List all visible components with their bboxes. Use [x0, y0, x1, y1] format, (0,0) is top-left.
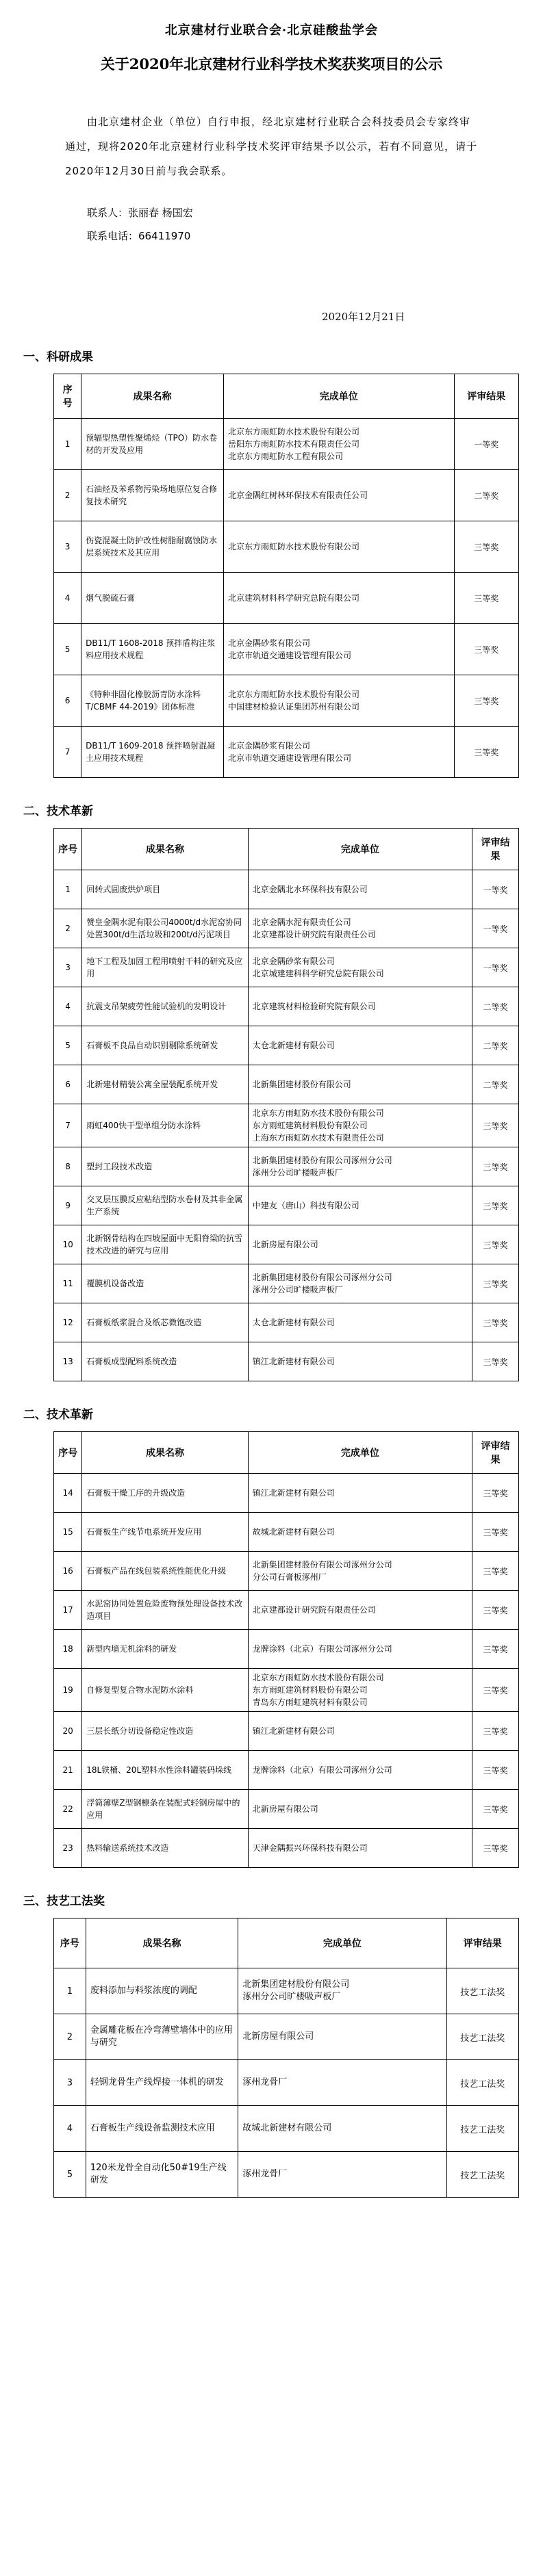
table-row	[54, 1591, 519, 1630]
cell-result: 一等奖	[472, 909, 519, 948]
table-row	[54, 1751, 519, 1790]
cell-no: 6	[54, 1065, 82, 1104]
cell-result: 三等奖	[472, 1225, 519, 1264]
cell-unit: 龙牌涂料（北京）有限公司涿州分公司	[248, 1630, 472, 1669]
cell-name: DB11/T 1609-2018 预拌喷射混凝土应用技术规程	[81, 727, 224, 778]
cell-no: 9	[54, 1186, 82, 1225]
cell-no: 16	[54, 1552, 82, 1591]
cell-no: 1	[54, 1968, 86, 2014]
cell-result: 三等奖	[454, 727, 518, 778]
cell-no: 20	[54, 1712, 82, 1751]
cell-result: 三等奖	[472, 1264, 519, 1303]
section-heading: 二、技术革新	[23, 1408, 93, 1422]
cell-no: 5	[54, 2152, 86, 2198]
cell-name: 石膏板不良品自动识别剔除系统研发	[82, 1026, 249, 1065]
table-row	[54, 1829, 519, 1868]
cell-result: 三等奖	[472, 1303, 519, 1342]
cell-unit: 北新集团建材股份有限公司涿州分公司 涿州分公司旷楼吸声板厂	[248, 1147, 472, 1186]
cell-name: 新型内墙无机涂料的研发	[82, 1630, 249, 1669]
cell-no: 6	[54, 675, 81, 727]
table-row	[54, 1474, 519, 1513]
cell-unit: 北京建筑材料检验研究院有限公司	[248, 987, 472, 1026]
cell-result: 三等奖	[472, 1790, 519, 1829]
column-header: 成果名称	[86, 1918, 238, 1968]
table-row	[54, 675, 519, 727]
cell-no: 23	[54, 1829, 82, 1868]
cell-name: DB11/T 1608-2018 预拌盾构注浆料应用技术规程	[81, 624, 224, 675]
column-header: 评审结果	[472, 1432, 519, 1474]
section-heading: 一、科研成果	[23, 350, 93, 364]
cell-name: 北新钢骨结构在四坡屋面中无阳脊梁的抗雪技术改进的研究与应用	[82, 1225, 249, 1264]
table-row	[54, 2014, 519, 2060]
table-header-row	[54, 829, 519, 870]
cell-result: 一等奖	[472, 948, 519, 987]
cell-unit: 北新集团建材股份有限公司涿州分公司 涿州分公司旷楼吸声板厂	[248, 1264, 472, 1303]
column-header: 评审结果	[454, 374, 518, 419]
cell-result: 一等奖	[454, 419, 518, 470]
cell-unit: 北新房屋有限公司	[248, 1790, 472, 1829]
cell-result: 一等奖	[472, 870, 519, 909]
cell-name: 石膏板纸浆混合及纸芯微饱改造	[82, 1303, 249, 1342]
cell-result: 三等奖	[472, 1147, 519, 1186]
table-row	[54, 2152, 519, 2198]
cell-no: 11	[54, 1264, 82, 1303]
cell-name: 浮筒薄壁Z型钢檩条在装配式轻钢房屋中的应用	[82, 1790, 249, 1829]
table-row	[54, 624, 519, 675]
cell-unit: 北新集团建材股份有限公司	[248, 1065, 472, 1104]
cell-unit: 故城北新建材有限公司	[238, 2106, 446, 2152]
publish-date: 2020年12月21日	[322, 311, 405, 323]
cell-name: 预辐型热塑性聚烯烃（TPO）防水卷材的开发及应用	[81, 419, 224, 470]
cell-no: 8	[54, 1147, 82, 1186]
cell-no: 1	[54, 870, 82, 909]
cell-name: 塑封工段技术改造	[82, 1147, 249, 1186]
cell-name: 石膏板成型配料系统改造	[82, 1342, 249, 1381]
cell-no: 7	[54, 1104, 82, 1147]
cell-result: 技艺工法奖	[446, 2014, 518, 2060]
cell-result: 二等奖	[472, 987, 519, 1026]
cell-result: 二等奖	[454, 470, 518, 521]
cell-name: 120米龙骨全自动化50#19生产线研发	[86, 2152, 238, 2198]
award-table	[53, 828, 519, 1381]
contact-phone: 联系电话：66411970	[87, 230, 191, 242]
contact-people: 联系人：张丽春 杨国宏	[87, 207, 193, 219]
org-header: 北京建材行业联合会·北京硅酸盐学会	[164, 23, 379, 38]
table-row	[54, 987, 519, 1026]
award-table	[53, 1918, 519, 2198]
cell-unit: 镇江北新建材有限公司	[248, 1342, 472, 1381]
cell-result: 三等奖	[454, 573, 518, 624]
table-row	[54, 1026, 519, 1065]
cell-result: 技艺工法奖	[446, 2106, 518, 2152]
cell-unit: 北京东方雨虹防水技术股份有限公司 中国建材检验认证集团苏州有限公司	[223, 675, 454, 727]
cell-name: 赞皇金隅水泥有限公司4000t/d水泥窑协同处置300t/d生活垃圾和200t/d污泥项目	[82, 909, 249, 948]
table-row	[54, 1669, 519, 1712]
column-header: 完成单位	[238, 1918, 446, 1968]
table-row	[54, 909, 519, 948]
column-header: 序号	[54, 1432, 82, 1474]
section-heading: 三、技艺工法奖	[23, 1895, 105, 1908]
cell-unit: 镇江北新建材有限公司	[248, 1712, 472, 1751]
cell-no: 22	[54, 1790, 82, 1829]
table-row	[54, 1513, 519, 1552]
cell-unit: 北新房屋有限公司	[238, 2014, 446, 2060]
cell-name: 覆膜机设备改造	[82, 1264, 249, 1303]
cell-no: 7	[54, 727, 81, 778]
cell-no: 4	[54, 573, 81, 624]
cell-unit: 北京东方雨虹防水技术股份有限公司 东方雨虹建筑材料股份有限公司 上海东方雨虹防水技术有限责任公司	[248, 1104, 472, 1147]
cell-result: 三等奖	[472, 1552, 519, 1591]
table-row	[54, 1186, 519, 1225]
cell-result: 三等奖	[472, 1712, 519, 1751]
cell-no: 2	[54, 470, 81, 521]
cell-no: 5	[54, 624, 81, 675]
cell-name: 石膏板干燥工序的升级改造	[82, 1474, 249, 1513]
cell-name: 烟气脱硫石膏	[81, 573, 224, 624]
table-row	[54, 419, 519, 470]
table-header-row	[54, 1918, 519, 1968]
cell-unit: 太仓北新建材有限公司	[248, 1303, 472, 1342]
award-table	[53, 1431, 519, 1868]
cell-unit: 北京金隅砂浆有限公司 北京市轨道交通建设管理有限公司	[223, 727, 454, 778]
table-row	[54, 2060, 519, 2106]
table-row	[54, 470, 519, 521]
cell-result: 三等奖	[472, 1751, 519, 1790]
column-header: 序号	[54, 829, 82, 870]
table-row	[54, 1968, 519, 2014]
cell-result: 三等奖	[454, 624, 518, 675]
cell-result: 三等奖	[472, 1513, 519, 1552]
table-row	[54, 1225, 519, 1264]
cell-no: 3	[54, 521, 81, 573]
cell-name: 18L铁桶、20L塑料水性涂料罐装码垛线	[82, 1751, 249, 1790]
cell-name: 伤瓷混凝土防护改性树脂耐腐蚀防水层系统技术及其应用	[81, 521, 224, 573]
table-row	[54, 727, 519, 778]
cell-name: 《特种非固化橡胶沥青防水涂料 T/CBMF 44-2019》团体标准	[81, 675, 224, 727]
table-header-row	[54, 374, 519, 419]
page-title: 关于2020年北京建材行业科学技术奖获奖项目的公示	[100, 55, 443, 73]
cell-name: 自修复型复合物水泥防水涂料	[82, 1669, 249, 1712]
table-row	[54, 1552, 519, 1591]
column-header: 评审结果	[446, 1918, 518, 1968]
cell-name: 雨虹400快干型单组分防水涂料	[82, 1104, 249, 1147]
cell-result: 技艺工法奖	[446, 2060, 518, 2106]
cell-no: 14	[54, 1474, 82, 1513]
table-row	[54, 1712, 519, 1751]
cell-result: 技艺工法奖	[446, 1968, 518, 2014]
cell-no: 5	[54, 1026, 82, 1065]
cell-no: 1	[54, 419, 81, 470]
intro-paragraph: 由北京建材企业（单位）自行申报，经北京建材行业联合会科技委员会专家终审通过，现将2020年北京建材行业科学技术奖评审结果予以公示，若有不同意见，请于2020年12月30日前与我会联系。	[65, 116, 478, 177]
cell-no: 2	[54, 909, 82, 948]
cell-unit: 北京东方雨虹防水技术股份有限公司 岳阳东方雨虹防水技术有限责任公司 北京东方雨虹防水工程有限公司	[223, 419, 454, 470]
cell-name: 轻钢龙骨生产线焊接一体机的研发	[86, 2060, 238, 2106]
table-header-row	[54, 1432, 519, 1474]
cell-unit: 北京东方雨虹防水技术股份有限公司	[223, 521, 454, 573]
cell-result: 三等奖	[472, 1104, 519, 1147]
cell-unit: 北新集团建材股份有限公司涿州分公司 分公司石膏板涿州厂	[248, 1552, 472, 1591]
table-row	[54, 2106, 519, 2152]
cell-result: 三等奖	[472, 1342, 519, 1381]
cell-name: 回转式圆废烘炉项目	[82, 870, 249, 909]
cell-no: 3	[54, 2060, 86, 2106]
cell-name: 金属雕花板在冷弯薄壁墙体中的应用与研究	[86, 2014, 238, 2060]
table-row	[54, 1264, 519, 1303]
cell-no: 15	[54, 1513, 82, 1552]
cell-result: 三等奖	[472, 1829, 519, 1868]
cell-no: 17	[54, 1591, 82, 1630]
award-sections	[0, 347, 543, 2198]
column-header: 完成单位	[248, 829, 472, 870]
cell-no: 12	[54, 1303, 82, 1342]
cell-name: 石膏板产品在线包装系统性能优化升级	[82, 1552, 249, 1591]
cell-no: 13	[54, 1342, 82, 1381]
cell-name: 北新建材精装公寓全屋装配系统开发	[82, 1065, 249, 1104]
cell-result: 三等奖	[454, 521, 518, 573]
cell-unit: 北京建都设计研究院有限责任公司	[248, 1591, 472, 1630]
cell-unit: 北京金隅砂浆有限公司 北京市轨道交通建设管理有限公司	[223, 624, 454, 675]
table-row	[54, 1065, 519, 1104]
cell-result: 二等奖	[472, 1065, 519, 1104]
cell-unit: 故城北新建材有限公司	[248, 1513, 472, 1552]
cell-no: 4	[54, 987, 82, 1026]
cell-unit: 北新房屋有限公司	[248, 1225, 472, 1264]
cell-result: 三等奖	[472, 1474, 519, 1513]
cell-no: 10	[54, 1225, 82, 1264]
cell-unit: 北京金隅水泥有限责任公司 北京建都设计研究院有限责任公司	[248, 909, 472, 948]
column-header: 序号	[54, 374, 81, 419]
table-row	[54, 948, 519, 987]
cell-no: 3	[54, 948, 82, 987]
table-row	[54, 573, 519, 624]
cell-unit: 北京金隅砂浆有限公司 北京城建建科科学研究总院有限公司	[248, 948, 472, 987]
cell-name: 抗震支吊架疲劳性能试验机的发明设计	[82, 987, 249, 1026]
table-row	[54, 1790, 519, 1829]
cell-result: 三等奖	[472, 1591, 519, 1630]
cell-unit: 北新集团建材股份有限公司 涿州分公司旷楼吸声板厂	[238, 1968, 446, 2014]
column-header: 完成单位	[223, 374, 454, 419]
contact-block	[87, 201, 543, 248]
cell-name: 热料输送系统技术改造	[82, 1829, 249, 1868]
cell-result: 三等奖	[472, 1186, 519, 1225]
cell-unit: 北京建筑材料科学研究总院有限公司	[223, 573, 454, 624]
cell-unit: 涿州龙骨厂	[238, 2060, 446, 2106]
cell-unit: 涿州龙骨厂	[238, 2152, 446, 2198]
table-row	[54, 521, 519, 573]
cell-no: 19	[54, 1669, 82, 1712]
cell-unit: 镇江北新建材有限公司	[248, 1474, 472, 1513]
column-header: 序号	[54, 1918, 86, 1968]
award-table	[53, 374, 519, 778]
table-row	[54, 870, 519, 909]
column-header: 成果名称	[82, 829, 249, 870]
cell-name: 水泥窑协同处置危险废物预处理设备技术改造项目	[82, 1591, 249, 1630]
cell-result: 技艺工法奖	[446, 2152, 518, 2198]
cell-name: 废料添加与料浆浓度的调配	[86, 1968, 238, 2014]
table-row	[54, 1147, 519, 1186]
cell-no: 2	[54, 2014, 86, 2060]
cell-no: 21	[54, 1751, 82, 1790]
cell-no: 18	[54, 1630, 82, 1669]
cell-name: 交叉层压膜反应粘结型防水卷材及其非金属生产系统	[82, 1186, 249, 1225]
cell-result: 二等奖	[472, 1026, 519, 1065]
section-heading: 二、技术革新	[23, 805, 93, 818]
cell-result: 三等奖	[472, 1669, 519, 1712]
cell-unit: 龙牌涂料（北京）有限公司涿州分公司	[248, 1751, 472, 1790]
table-row	[54, 1303, 519, 1342]
cell-name: 石膏板生产线设备监测技术应用	[86, 2106, 238, 2152]
table-row	[54, 1630, 519, 1669]
cell-name: 地下工程及加固工程用喷射干料的研究及应用	[82, 948, 249, 987]
cell-unit: 太仓北新建材有限公司	[248, 1026, 472, 1065]
cell-name: 石油烃及苯系物污染场地原位复合修复技术研究	[81, 470, 224, 521]
cell-unit: 北京金隅北水环保科技有限公司	[248, 870, 472, 909]
column-header: 成果名称	[82, 1432, 249, 1474]
column-header: 完成单位	[248, 1432, 472, 1474]
column-header: 成果名称	[81, 374, 224, 419]
cell-unit: 北京金隅红树林环保技术有限责任公司	[223, 470, 454, 521]
table-row	[54, 1342, 519, 1381]
cell-unit: 天津金隅振兴环保科技有限公司	[248, 1829, 472, 1868]
cell-name: 石膏板生产线节电系统开发应用	[82, 1513, 249, 1552]
cell-result: 三等奖	[472, 1630, 519, 1669]
cell-unit: 中建友（唐山）科技有限公司	[248, 1186, 472, 1225]
cell-no: 4	[54, 2106, 86, 2152]
cell-result: 三等奖	[454, 675, 518, 727]
table-row	[54, 1104, 519, 1147]
cell-unit: 北京东方雨虹防水技术股份有限公司 东方雨虹建筑材料股份有限公司 青岛东方雨虹建筑材料有限公司	[248, 1669, 472, 1712]
cell-name: 三层长纸分切设备稳定性改造	[82, 1712, 249, 1751]
column-header: 评审结果	[472, 829, 519, 870]
